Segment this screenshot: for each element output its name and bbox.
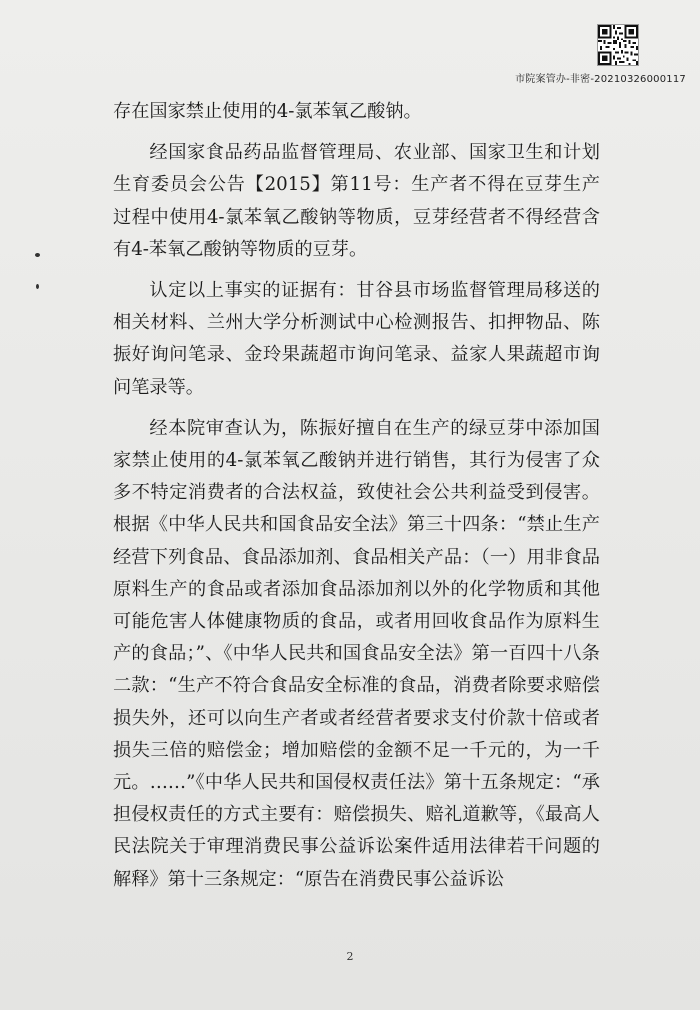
qr-code: [597, 24, 639, 66]
body-paragraph: 认定以上事实的证据有：甘谷县市场监督管理局移送的相关材料、兰州大学分析测试中心检测报告、扣押物品、陈振好询问笔录、金玲果蔬超市询问笔录、益家人果蔬超市询问笔录等。: [113, 280, 600, 398]
body-paragraph: 存在国家禁止使用的4-氯苯氧乙酸钠。: [113, 101, 422, 122]
page-number: 2: [346, 950, 354, 963]
body-paragraph: 经国家食品药品监督管理局、农业部、国家卫生和计划生育委员会公告【2015】第11号：生产者不得在豆芽生产过程中使用4-氯苯氧乙酸钠等物质，豆芽经营者不得经营含有4-苯氧乙酸钠等物质的豆芽。: [113, 142, 600, 260]
body-paragraph: 经本院审查认为，陈振好擅自在生产的绿豆芽中添加国家禁止使用的4-氯苯氧乙酸钠并进行销售，其行为侵害了众多不特定消费者的合法权益，致使社会公共利益受到侵害。根据《中华人民共和国食品安全法》第三十四条：“禁止生产经营下列食品、食品添加剂、食品相关产品：（一）用非食品原料生产的食品或者添加食品添加剂以外的化学物质和其他可能危害人体健康物质的食品，或者用回收食品作为原料生产的食品；”、《中华人民共和国食品安全法》第一百四十八条二款：“生产不符合食品安全标准的食品，消费者除要求赔偿损失外，还可以向生产者或者经营者要求支付价款十倍或者损失三倍的赔偿金；增加赔偿的金额不足一千元的，为一千元。……”《中华人民共和国侵权责任法》第十五条规定：“承担侵权责任的方式主要有：赔偿损失、赔礼道歉等，《最高人民法院关于审理消费民事公益诉讼案件适用法律若干问题的解释》第十三条规定：“原告在消费民事公益诉讼: [113, 417, 600, 890]
document-body: [113, 96, 600, 896]
scan-mark: [35, 253, 40, 257]
document-id: 市院案管办-非密-20210326000117: [515, 74, 686, 85]
scan-mark: [36, 284, 39, 289]
